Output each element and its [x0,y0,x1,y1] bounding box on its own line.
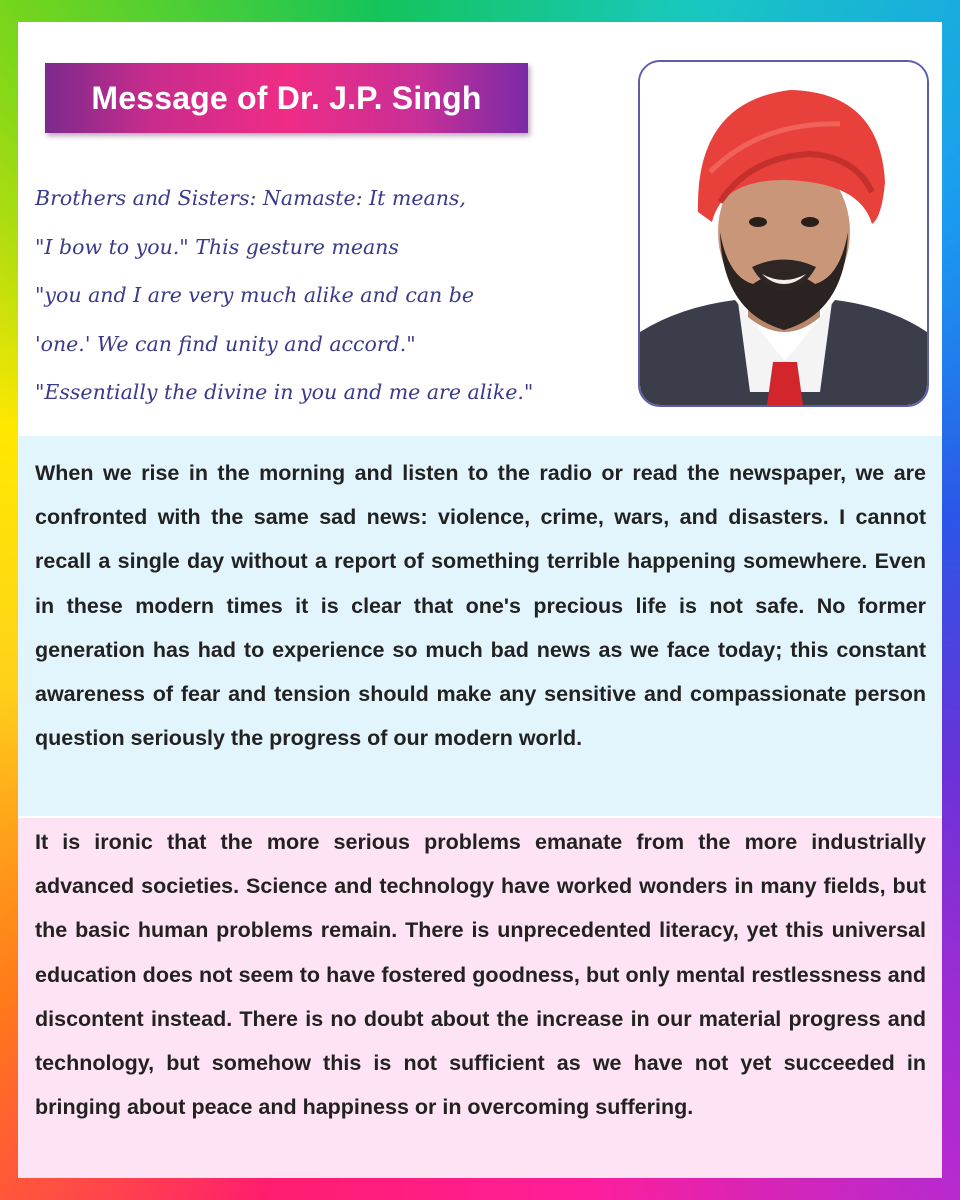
portrait-illustration [640,62,927,405]
greeting-line: "Essentially the divine in you and me are alike." [35,380,534,404]
paragraph-block-blue [18,436,942,816]
title-banner [45,63,528,133]
greeting-line: 'one.' We can find unity and accord." [35,331,416,356]
body-paragraph: When we rise in the morning and listen to the radio or read the newspaper, we are confronted with the same sad news: violence, crime, wars, and disasters. I cannot recall a single day without a report of something terrible happening somewhere. Even in these modern times it is clear that one's precious life is not safe. No former generation has had to experience so much bad news as we face today; this constant awareness of fear and tension should make any sensitive and compassionate person question seriously the progress of our modern world. [35,461,926,751]
body-paragraph: It is ironic that the more serious problems emanate from the more industrially advanced societies. Science and technology have worked wonders in many fields, but the basic human problems remain. There is unprecedented literacy, yet this universal education does not seem to have fostered goodness, but only mental restlessness and discontent instead. There is no doubt about the increase in our material progress and technology, but somehow this is not sufficient as we have not yet succeeded in bringing about peace and happiness or in overcoming suffering. [35,830,926,1120]
portrait-photo [638,60,929,407]
page-title: Message of Dr. J.P. Singh [91,79,482,116]
greeting-line: Brothers and Sisters: Namaste: It means, [35,186,466,210]
greeting-line: "you and I are very much alike and can be [35,283,475,307]
message-card [18,22,942,1178]
paragraph-block-pink [18,818,942,1178]
greeting-quote [35,174,635,417]
greeting-line: "I bow to you." This gesture means [35,234,399,259]
